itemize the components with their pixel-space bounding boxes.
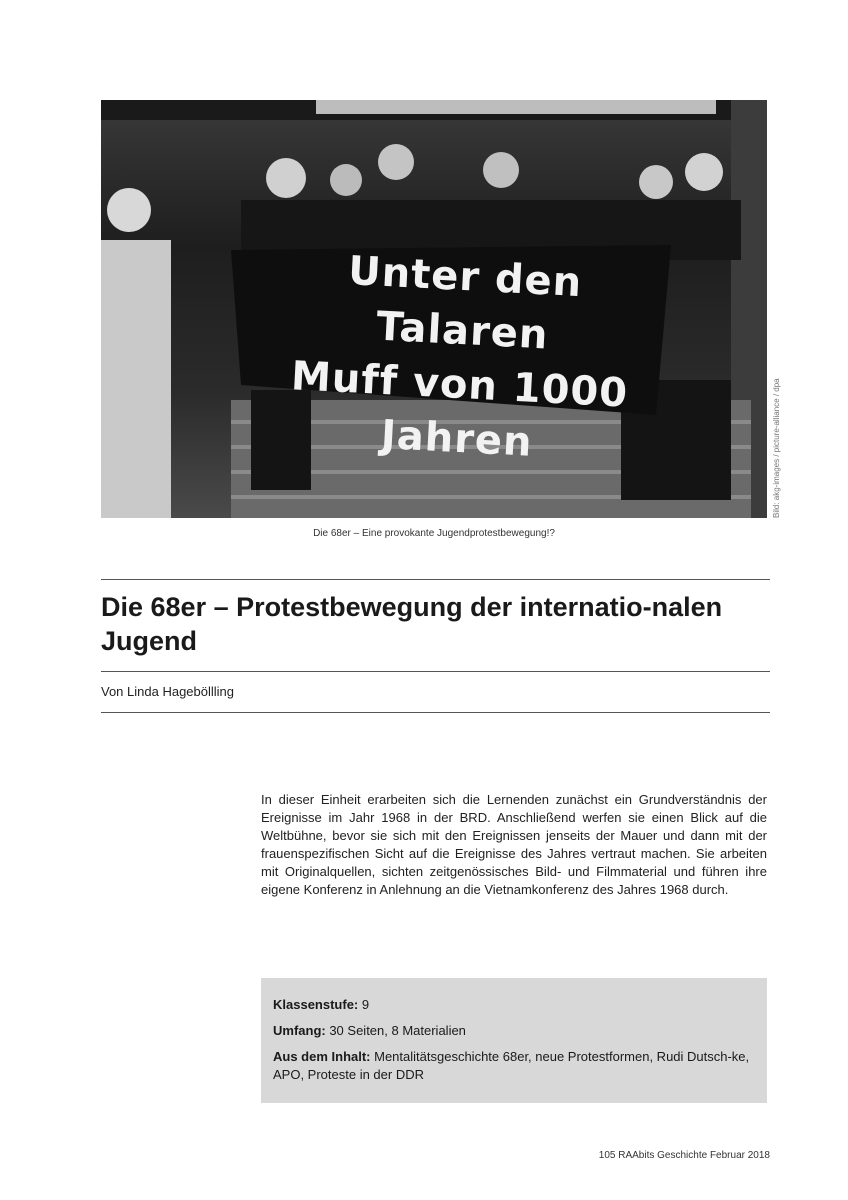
info-box	[261, 978, 767, 1103]
banner	[246, 239, 677, 477]
photo-caption: Die 68er – Eine provokante Jugendprotestbewegung!?	[313, 528, 555, 539]
photo-credit: Bild: akg-images / picture-alliance / dpa	[772, 378, 781, 518]
banner-line-2: Muff von 1000 Jahren	[289, 353, 630, 466]
banner-line-1: Unter den Talaren	[347, 248, 584, 359]
info-grade-label: Klassenstufe:	[273, 997, 359, 1012]
info-scope-label: Umfang:	[273, 1023, 326, 1038]
page-footer: 105 RAAbits Geschichte Februar 2018	[598, 1150, 770, 1161]
author-line: Von Linda Hageböllling	[101, 684, 234, 699]
info-scope	[273, 1022, 755, 1040]
info-grade	[273, 996, 755, 1014]
title-bottom-rule	[101, 671, 770, 672]
info-content-label: Aus dem Inhalt:	[273, 1049, 371, 1064]
info-scope-value: 30 Seiten, 8 Materialien	[325, 1023, 466, 1038]
page-title: Die 68er – Protestbewegung der internatio-nalen Jugend	[101, 592, 723, 656]
header-photo	[101, 100, 767, 518]
info-grade-value: 9	[358, 997, 370, 1012]
info-content	[273, 1048, 755, 1084]
abstract-text: In dieser Einheit erarbeiten sich die Lernenden zunächst ein Grundverständnis der Ereignisse im Jahr 1968 in der BRD. Anschließend werfen sie einen Blick auf die Weltbühne, bevor sie sich mit den Ereignissen jenseits der Mauer und dann mit der frauenspezifischen Sicht auf die Ereignisse des Jahres vertraut machen. Sie arbeiten mit Originalquellen, sichten zeitgenössisches Bild- und Filmmaterial und führen ihre eigene Konferenz in Anlehnung an die Vietnamkonferenz des Jahres 1968 durch.	[261, 792, 767, 897]
info-content-value: Mentalitätsgeschichte 68er, neue Protestformen, Rudi Dutsch-ke, APO, Proteste in der DDR	[273, 1049, 750, 1082]
title-top-rule	[101, 579, 770, 580]
author-bottom-rule	[101, 712, 770, 713]
